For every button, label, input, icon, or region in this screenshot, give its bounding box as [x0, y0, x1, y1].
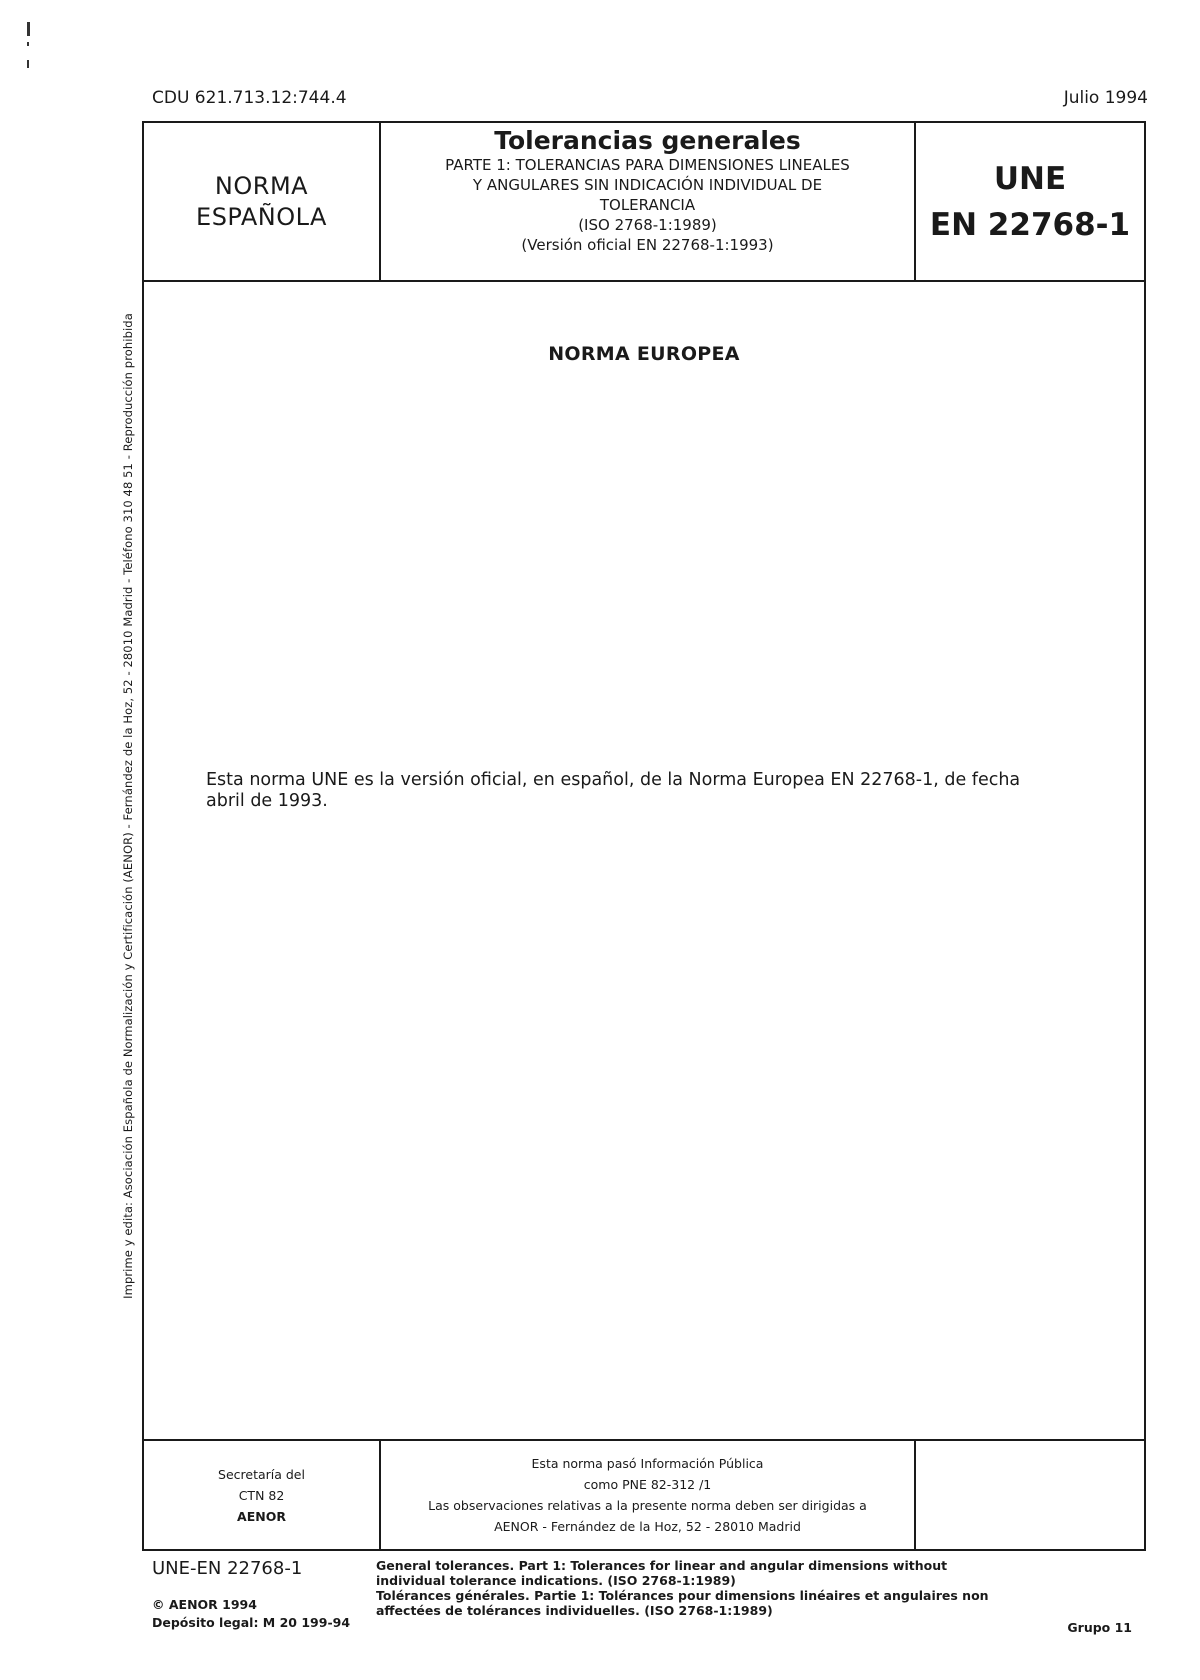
document-frame [142, 121, 1146, 1551]
secretaria-line: CTN 82 [238, 1487, 285, 1503]
footer-col-divider-2 [914, 1439, 916, 1549]
standard-code: UNE-EN 22768-1 [152, 1558, 303, 1579]
main-title: Tolerancias generales [494, 126, 801, 155]
norma-espanola-cell [144, 123, 379, 280]
official-version-statement: Esta norma UNE es la versión oficial, en español, de la Norma Europea EN 22768-1, de fecha abril de 1993. [206, 770, 1021, 811]
info-line: Las observaciones relativas a la presente norma deben ser dirigidas a [428, 1498, 867, 1513]
espanola-label: ESPAÑOLA [196, 202, 327, 231]
info-line: como PNE 82-312 /1 [583, 1477, 712, 1492]
en-code-label: EN 22768-1 [929, 206, 1131, 243]
copyright-block [152, 1596, 350, 1632]
info-line: AENOR - Fernández de la Hoz, 52 - 28010 Madrid [494, 1519, 801, 1534]
secretaria-line: Secretaría del [218, 1466, 305, 1482]
english-title: General tolerances. Part 1: Tolerances for linear and angular dimensions without individual tolerance indications. (ISO 2768-1:1989) [376, 1558, 948, 1588]
translated-titles [376, 1558, 1016, 1618]
scan-speck [27, 60, 29, 68]
norma-europea-heading: NORMA EUROPEA [548, 343, 740, 365]
subtitle-line: TOLERANCIA [599, 196, 696, 214]
title-cell [381, 123, 914, 280]
publication-date: Julio 1994 [1063, 88, 1148, 108]
copyright: © AENOR 1994 [152, 1597, 257, 1612]
scan-speck [27, 22, 30, 36]
norma-label: NORMA [214, 171, 309, 200]
secretaria-line: AENOR [237, 1508, 286, 1524]
grupo-label: Grupo 11 [1067, 1620, 1132, 1635]
informacion-publica-cell [381, 1441, 914, 1549]
secretaria-cell [144, 1441, 379, 1549]
french-title: Tolérances générales. Partie 1: Tolérances pour dimensions linéaires et angulaires non affectées de tolérances individuelles. (ISO 2768-1:1989) [376, 1588, 989, 1618]
subtitle-line: PARTE 1: TOLERANCIAS PARA DIMENSIONES LINEALES [445, 156, 850, 174]
deposito-legal: Depósito legal: M 20 199-94 [152, 1615, 351, 1630]
une-label: UNE [993, 160, 1067, 197]
subtitle-line: Y ANGULARES SIN INDICACIÓN INDIVIDUAL DE [472, 176, 823, 194]
subtitle-line: (ISO 2768-1:1989) [578, 216, 717, 234]
info-line: Esta norma pasó Información Pública [531, 1456, 764, 1471]
subtitle-line: (Versión oficial EN 22768-1:1993) [521, 236, 774, 254]
publisher-side-note: Imprime y edita: Asociación Española de Normalización y Certificación (AENOR) - Fernández de la Hoz, 52 - 28010 Madrid - Teléfono 310 48 51 - Reproducción prohibida [121, 313, 135, 1299]
scan-speck [27, 42, 29, 46]
standard-code-cell [916, 123, 1144, 280]
cdu-code: CDU 621.713.12:744.4 [152, 88, 347, 108]
title-block-divider [144, 280, 1144, 282]
